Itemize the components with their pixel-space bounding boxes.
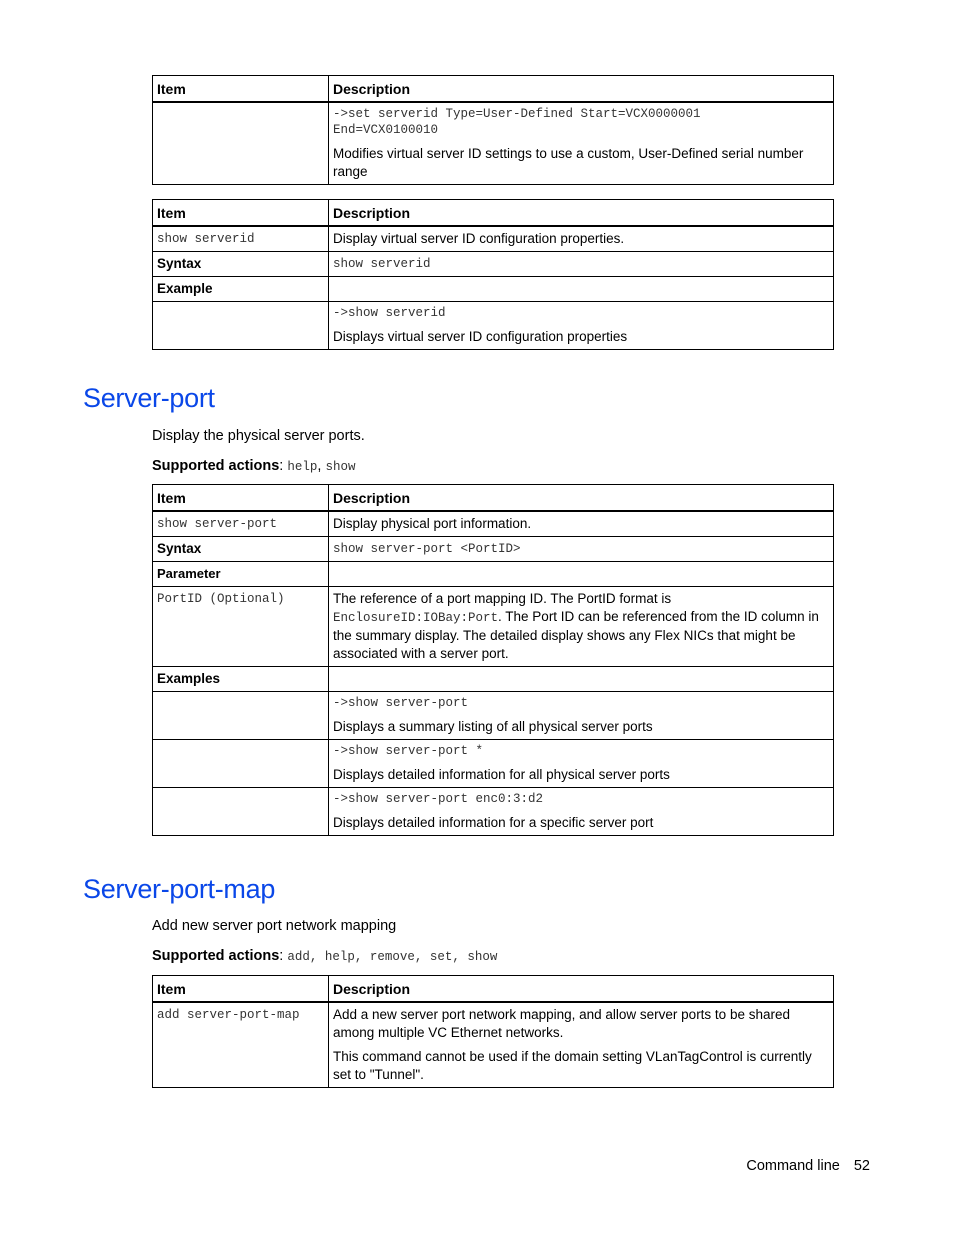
command-cell: show server-port xyxy=(153,511,329,537)
empty-cell xyxy=(153,692,329,740)
table-row xyxy=(153,740,834,788)
set-serverid-table xyxy=(152,75,834,185)
description-paragraph: Add a new server port network mapping, and allow server ports to be shared among multiple VC Ethernet networks. xyxy=(333,1007,790,1040)
item-header: Item xyxy=(153,485,329,512)
description-header: Description xyxy=(329,976,834,1003)
description-cell: Display physical port information. xyxy=(329,511,834,537)
example-command: ->show server-port xyxy=(333,696,469,710)
section-intro: Display the physical server ports. xyxy=(152,428,365,444)
supported-actions: Supported actions: help, show xyxy=(152,458,356,474)
command-cell: add server-port-map xyxy=(153,1002,329,1088)
example-description: Displays detailed information for all physical server ports xyxy=(333,767,670,782)
example-cell xyxy=(329,692,834,740)
parameter-label: Parameter xyxy=(153,562,329,587)
description-cell xyxy=(329,102,834,185)
empty-cell xyxy=(153,740,329,788)
description-cell xyxy=(329,1002,834,1088)
table-row xyxy=(153,692,834,740)
empty-cell xyxy=(329,667,834,692)
section-heading-server-port-map: Server-port-map xyxy=(83,874,276,904)
table-row xyxy=(153,1002,834,1088)
table-row xyxy=(153,302,834,350)
empty-cell xyxy=(329,562,834,587)
parameter-description: The reference of a port mapping ID. The PortID format is EnclosureID:IOBay:Port. The Port ID can be referenced from the ID column in the summary display. The detailed display shows any Flex NICs that might be associated with a server port. xyxy=(329,587,834,667)
table-row xyxy=(153,226,834,252)
table-row xyxy=(153,587,834,667)
section-heading-server-port: Server-port xyxy=(83,383,215,413)
example-description: Displays detailed information for a specific server port xyxy=(333,815,654,830)
command-cell: show serverid xyxy=(153,226,329,252)
description-cell: Display virtual server ID configuration properties. xyxy=(329,226,834,252)
empty-cell xyxy=(329,277,834,302)
footer-section: Command line xyxy=(746,1158,840,1174)
table-row xyxy=(153,788,834,836)
example-command: ->show serverid xyxy=(333,306,446,320)
section-intro: Add new server port network mapping xyxy=(152,918,397,934)
parameter-name: PortID (Optional) xyxy=(153,587,329,667)
description-paragraph: This command cannot be used if the domain setting VLanTagControl is currently set to "Tunnel". xyxy=(333,1049,812,1082)
item-header: Item xyxy=(153,976,329,1003)
table-row xyxy=(153,511,834,537)
server-port-map-table xyxy=(152,975,834,1088)
table-row xyxy=(153,562,834,587)
page-number: 52 xyxy=(853,1158,870,1174)
example-description: Displays a summary listing of all physical server ports xyxy=(333,719,653,734)
example-cell xyxy=(329,740,834,788)
description-header: Description xyxy=(329,485,834,512)
empty-cell xyxy=(153,302,329,350)
example-label: Example xyxy=(153,277,329,302)
item-header: Item xyxy=(153,200,329,227)
description-header: Description xyxy=(329,200,834,227)
syntax-label: Syntax xyxy=(153,537,329,562)
table-row xyxy=(153,102,834,185)
table-row xyxy=(153,252,834,277)
syntax-label: Syntax xyxy=(153,252,329,277)
example-description: Displays virtual server ID configuration properties xyxy=(333,329,628,344)
example-cell xyxy=(329,302,834,350)
item-header: Item xyxy=(153,76,329,103)
example-command: ->show server-port enc0:3:d2 xyxy=(333,792,544,806)
example-command: ->show server-port * xyxy=(333,744,484,758)
command-description: Modifies virtual server ID settings to use a custom, User-Defined serial number range xyxy=(333,146,804,179)
description-header: Description xyxy=(329,76,834,103)
table-row xyxy=(153,277,834,302)
examples-label: Examples xyxy=(153,667,329,692)
example-cell xyxy=(329,788,834,836)
show-serverid-table xyxy=(152,199,834,350)
table-row xyxy=(153,667,834,692)
table-row xyxy=(153,537,834,562)
syntax-cell: show server-port <PortID> xyxy=(329,537,834,562)
item-cell xyxy=(153,102,329,185)
supported-actions: Supported actions: add, help, remove, set, show xyxy=(152,948,498,964)
syntax-cell: show serverid xyxy=(329,252,834,277)
empty-cell xyxy=(153,788,329,836)
command-example: ->set serverid Type=User-Defined Start=VCX0000001 End=VCX0100010 xyxy=(333,107,701,137)
page-footer xyxy=(746,1158,870,1174)
server-port-table xyxy=(152,484,834,836)
